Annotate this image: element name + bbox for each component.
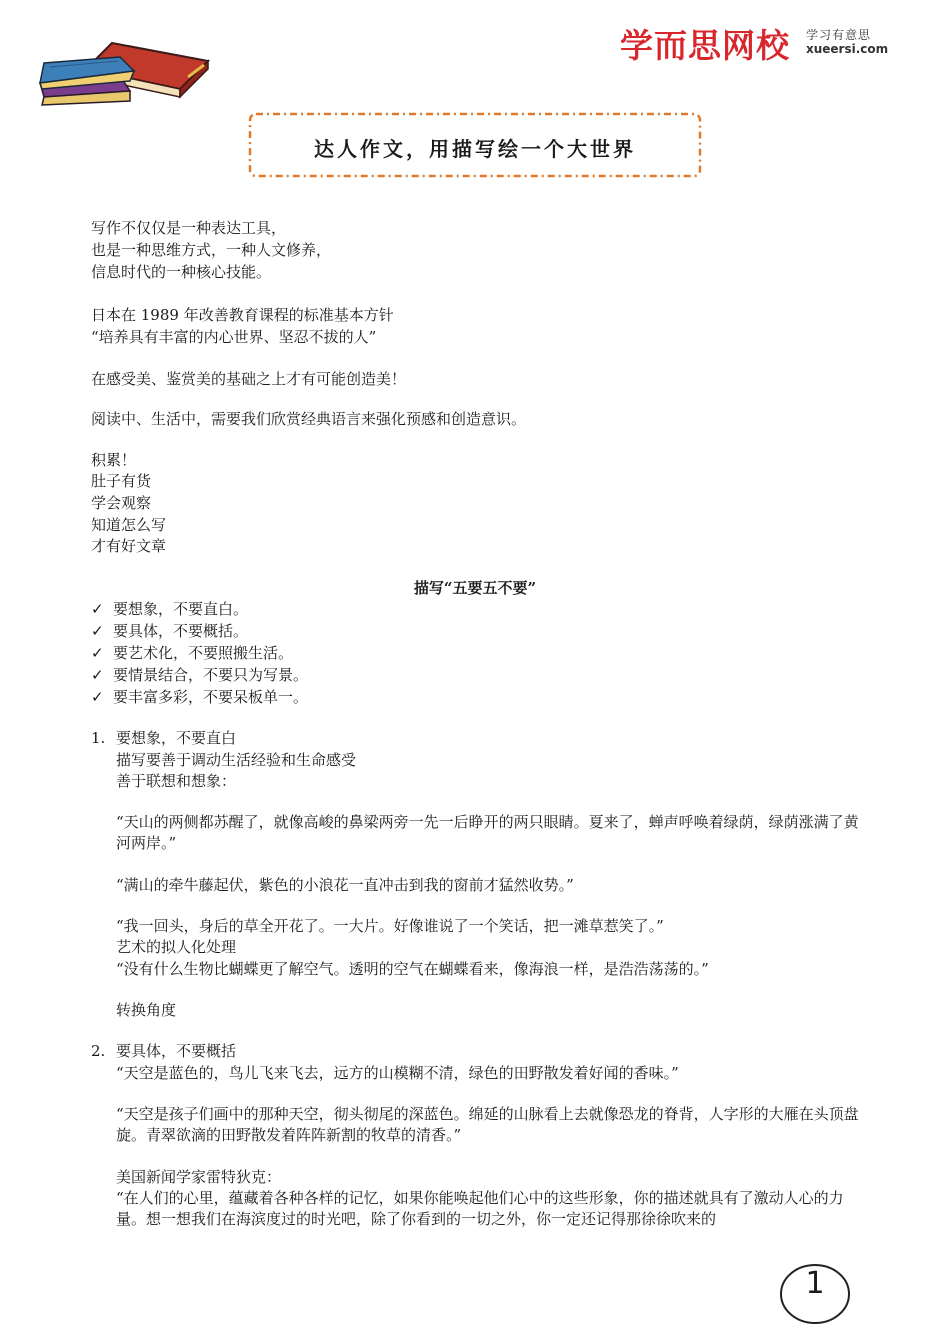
books-illustration bbox=[30, 35, 215, 115]
quote-paragraph: “在人们的心里，蕴藏着各种各样的记忆，如果你能唤起他们心中的这些形象，你的描述就具有了激动人心的力量。想一想我们在海滨度过的时光吧，除了你看到的一切之外，你一定还记得那徐徐吹来的 bbox=[116, 1189, 844, 1228]
note-line: 艺术的拟人化处理 bbox=[116, 938, 237, 956]
intro-line: 也是一种思维方式，一种人文修养， bbox=[91, 241, 332, 259]
accumulate-line: 才有好文章 bbox=[91, 537, 167, 555]
page-title: 达人作文，用描写绘一个大世界 bbox=[314, 137, 636, 161]
checklist-item: ✓ 要艺术化，不要照搬生活。 bbox=[91, 644, 294, 662]
section-heading: 描写“五要五不要” bbox=[413, 579, 537, 597]
reading-line: 阅读中、生活中，需要我们欣赏经典语言来强化预感和创造意识。 bbox=[91, 410, 527, 428]
quote-paragraph: “没有什么生物比蝴蝶更了解空气。透明的空气在蝴蝶看来，像海浪一样，是浩浩荡荡的。” bbox=[116, 960, 709, 978]
brand-slogan: 学习有意思 bbox=[806, 28, 872, 42]
check-icon: ✓ bbox=[91, 644, 104, 662]
quote-paragraph: “我一回头，身后的草全开花了。一大片。好像谁说了一个笑话，把一滩草惹笑了。” bbox=[116, 917, 664, 935]
check-icon: ✓ bbox=[91, 666, 104, 684]
checklist-item: ✓ 要情景结合，不要只为写景。 bbox=[91, 666, 309, 684]
section-1-sub: 善于联想和想象： bbox=[116, 772, 237, 790]
accumulate-line: 学会观察 bbox=[91, 494, 152, 512]
check-icon: ✓ bbox=[91, 688, 104, 706]
quote-paragraph: “满山的牵牛藤起伏，紫色的小浪花一直冲击到我的窗前才猛然收势。” bbox=[116, 876, 574, 894]
quote-paragraph: “天山的两侧都苏醒了，就像高峻的鼻梁两旁一先一后睁开的两只眼睛。夏来了，蝉声呼唤着绿荫，绿荫涨满了黄河两岸。” bbox=[116, 813, 859, 852]
checklist-item: ✓ 要具体，不要概括。 bbox=[91, 622, 249, 640]
accumulate-line: 肚子有货 bbox=[91, 472, 152, 490]
accumulate-line: 积累！ bbox=[91, 451, 137, 469]
page-number: 1 bbox=[805, 1266, 825, 1301]
intro-line: 信息时代的一种核心技能。 bbox=[91, 263, 272, 281]
brand-url: xueersi.com bbox=[806, 42, 889, 56]
check-icon: ✓ bbox=[91, 600, 104, 618]
section-1-sub: 描写要善于调动生活经验和生命感受 bbox=[116, 751, 357, 769]
brand-logo: 学而思网校 bbox=[620, 26, 790, 65]
check-icon: ✓ bbox=[91, 622, 104, 640]
author-line: 美国新闻学家雷特狄克： bbox=[116, 1168, 282, 1186]
note-line: 转换角度 bbox=[116, 1001, 177, 1019]
section-1-heading: 1. 要想象，不要直白 bbox=[91, 729, 237, 747]
accumulate-line: 知道怎么写 bbox=[91, 516, 167, 534]
section-2-heading: 2. 要具体，不要概括 bbox=[91, 1042, 237, 1060]
intro-line: 写作不仅仅是一种表达工具， bbox=[91, 219, 287, 237]
checklist-item: ✓ 要丰富多彩，不要呆板单一。 bbox=[91, 688, 309, 706]
beauty-line: 在感受美、鉴赏美的基础之上才有可能创造美！ bbox=[91, 370, 407, 388]
quote-paragraph: “天空是孩子们画中的那种天空，彻头彻尾的深蓝色。绵延的山脉看上去就像恐龙的脊背，人字形的大雁在头顶盘旋。青翠欲滴的田野散发着阵阵新割的牧草的清香。” bbox=[116, 1105, 859, 1144]
japan-quote: “培养具有丰富的内心世界、坚忍不拔的人” bbox=[91, 328, 377, 346]
checklist-item: ✓ 要想象，不要直白。 bbox=[91, 600, 249, 618]
japan-line: 日本在 1989 年改善教育课程的标准基本方针 bbox=[91, 306, 394, 324]
quote-paragraph: “天空是蓝色的，鸟儿飞来飞去，远方的山模糊不清，绿色的田野散发着好闻的香味。” bbox=[116, 1064, 679, 1082]
